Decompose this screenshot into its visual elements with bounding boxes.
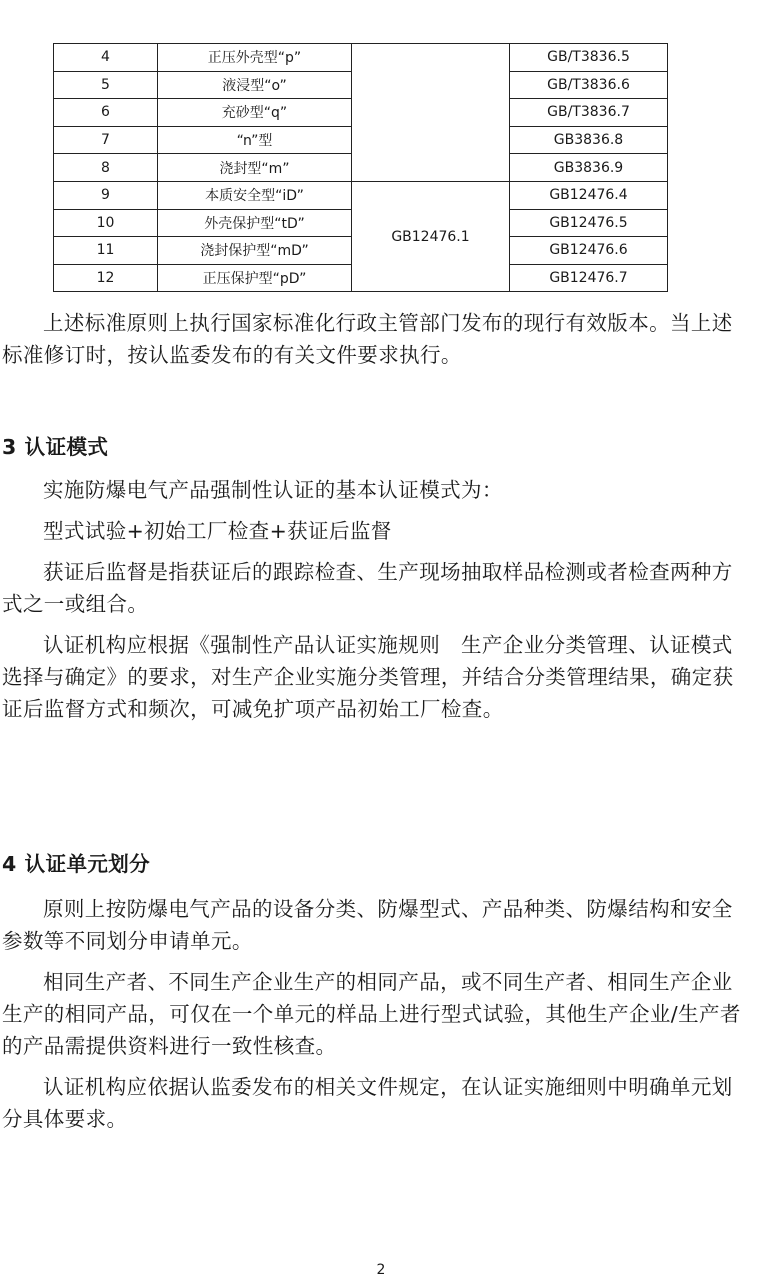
section-4-body — [2, 893, 752, 1135]
paragraph: 认证机构应根据《强制性产品认证实施规则 生产企业分类管理、认证模式选择与确定》的要求，对生产企业实施分类管理，并结合分类管理结果，确定获证后监督方式和频次，可减免扩项产品初始工厂检查。 — [2, 633, 734, 721]
section-4-heading — [2, 848, 150, 880]
specific-standard: GB/T3836.6 — [510, 71, 668, 99]
section-3-heading — [2, 431, 108, 463]
paragraph: 型式试验+初始工厂检查+获证后监督 — [43, 519, 392, 543]
section-3-body — [2, 474, 752, 725]
section-number: 3 — [2, 435, 17, 459]
row-number: 9 — [54, 181, 158, 209]
specific-standard: GB/T3836.5 — [510, 44, 668, 72]
explosion-proof-type: 充砂型“q” — [158, 99, 352, 127]
specific-standard: GB3836.9 — [510, 154, 668, 182]
specific-standard: GB12476.4 — [510, 181, 668, 209]
paragraph: 原则上按防爆电气产品的设备分类、防爆型式、产品种类、防爆结构和安全参数等不同划分申请单元。 — [2, 897, 733, 953]
row-number: 7 — [54, 126, 158, 154]
section-number: 4 — [2, 852, 17, 876]
row-number: 11 — [54, 237, 158, 265]
explosion-proof-type: 本质安全型“iD” — [158, 181, 352, 209]
standards-note — [2, 307, 752, 371]
paragraph: 获证后监督是指获证后的跟踪检查、生产现场抽取样品检测或者检查两种方式之一或组合。 — [2, 560, 733, 616]
paragraph: 相同生产者、不同生产企业生产的相同产品，或不同生产者、相同生产企业生产的相同产品，可仅在一个单元的样品上进行型式试验，其他生产企业/生产者的产品需提供资料进行一致性核查。 — [2, 970, 741, 1058]
page-number: 2 — [376, 1262, 386, 1278]
row-number: 6 — [54, 99, 158, 127]
group-standard-cell: GB12476.1 — [352, 181, 510, 291]
specific-standard: GB12476.5 — [510, 209, 668, 237]
row-number: 12 — [54, 264, 158, 292]
explosion-proof-type: “n”型 — [158, 126, 352, 154]
row-number: 8 — [54, 154, 158, 182]
explosion-proof-type: 浇封保护型“mD” — [158, 237, 352, 265]
explosion-proof-type: 外壳保护型“tD” — [158, 209, 352, 237]
specific-standard: GB3836.8 — [510, 126, 668, 154]
section-title: 认证单元划分 — [24, 852, 151, 876]
note-paragraph: 上述标准原则上执行国家标准化行政主管部门发布的现行有效版本。当上述标准修订时，按认监委发布的有关文件要求执行。 — [2, 311, 733, 367]
explosion-proof-type: 正压外壳型“p” — [158, 44, 352, 72]
explosion-proof-type: 液浸型“o” — [158, 71, 352, 99]
row-number: 4 — [54, 44, 158, 72]
table-row — [54, 181, 668, 209]
specific-standard: GB12476.6 — [510, 237, 668, 265]
paragraph: 认证机构应依据认监委发布的相关文件规定，在认证实施细则中明确单元划分具体要求。 — [2, 1075, 733, 1131]
explosion-proof-type: 浇封型“m” — [158, 154, 352, 182]
row-number: 5 — [54, 71, 158, 99]
explosion-proof-type: 正压保护型“pD” — [158, 264, 352, 292]
specific-standard: GB12476.7 — [510, 264, 668, 292]
table-row — [54, 44, 668, 72]
group-standard-cell — [352, 44, 510, 182]
row-number: 10 — [54, 209, 158, 237]
standards-table — [53, 43, 668, 292]
paragraph: 实施防爆电气产品强制性认证的基本认证模式为： — [43, 478, 503, 502]
section-title: 认证模式 — [24, 435, 109, 459]
specific-standard: GB/T3836.7 — [510, 99, 668, 127]
